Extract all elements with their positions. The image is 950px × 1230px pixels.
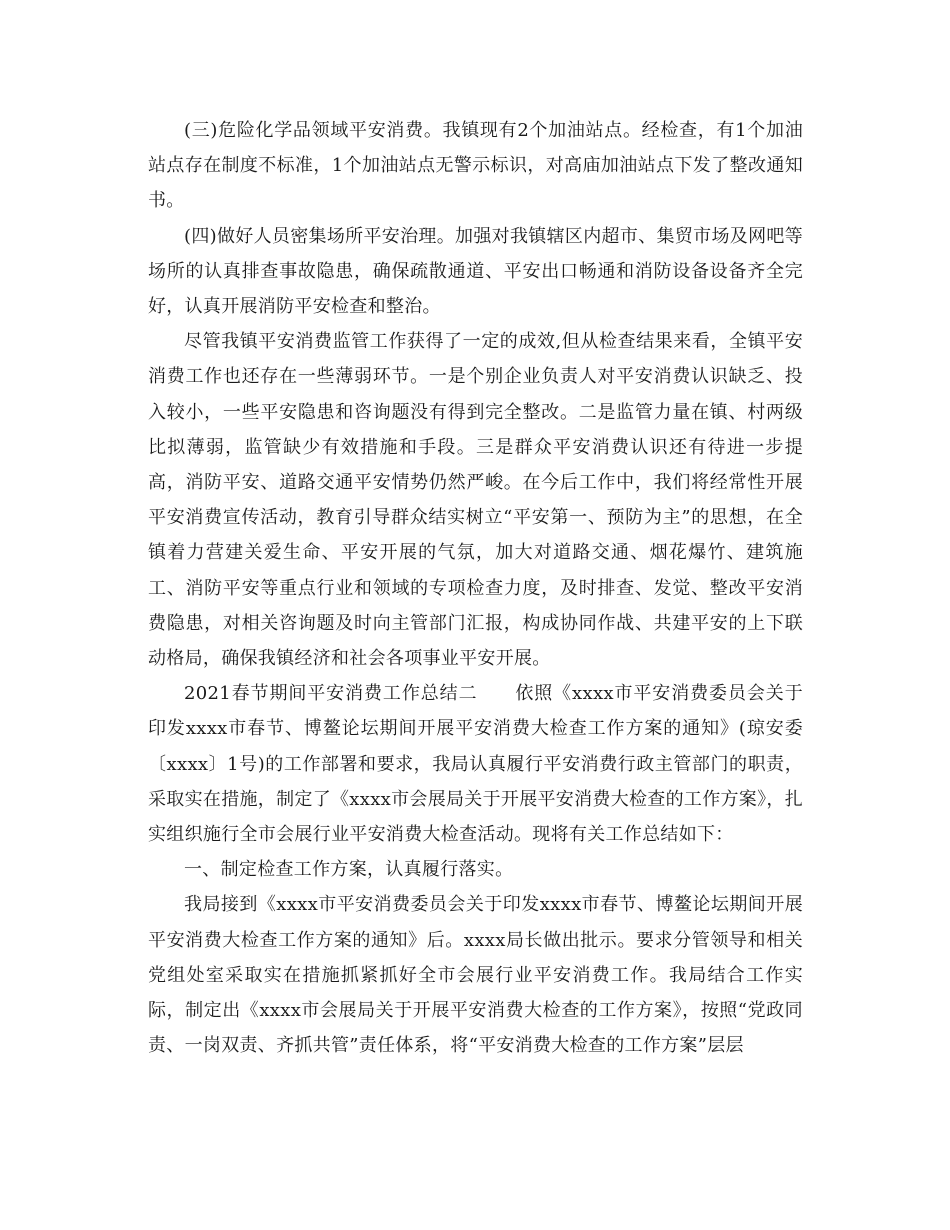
paragraph-hazardous-chemicals: (三)危险化学品领域平安消费。我镇现有2个加油站点。经检查，有1个加油站点存在制度不标准，1个加油站点无警示标识，对高庙加油站点下发了整改通知书。 xyxy=(148,120,803,212)
document-body xyxy=(148,113,803,1063)
paragraph-plan-implementation: 我局接到《xxxx市平安消费委员会关于印发xxxx市春节、博鳌论坛期间开展平安消费大检查工作方案的通知》后。xxxx局长做出批示。要求分管领导和相关党组处室采取实在措施抓紧抓好全市会展行业平安消费工作。我局结合工作实际，制定出《xxxx市会展局关于开展平安消费大检查的工作方案》，按照“党政同责、一岗双责、齐抓共管”责任体系，将“平安消费大检查的工作方案”层层 xyxy=(148,894,803,1057)
paragraph-weak-links: 尽管我镇平安消费监管工作获得了一定的成效,但从检查结果来看，全镇平安消费工作也还存在一些薄弱环节。一是个别企业负责人对平安消费认识缺乏、投入较小，一些平安隐患和咨询题没有得到完全整改。二是监管力量在镇、村两级比拟薄弱，监管缺少有效措施和手段。三是群众平安消费认识还有待进一步提高，消防平安、道路交通平安情势仍然严峻。在今后工作中，我们将经常性开展平安消费宣传活动，教育引导群众结实树立“平安第一、预防为主”的思想，在全镇着力营建关爱生命、平安开展的气氛，加大对道路交通、烟花爆竹、建筑施工、消防平安等重点行业和领域的专项检查力度，及时排查、发觉、整改平安消费隐患，对相关咨询题及时向主管部门汇报，构成协同作战、共建平安的上下联动格局，确保我镇经济和社会各项事业平安开展。 xyxy=(148,331,803,670)
section-heading-one: 一、制定检查工作方案，认真履行落实。 xyxy=(184,859,514,881)
paragraph-crowded-places: (四)做好人员密集场所平安治理。加强对我镇辖区内超市、集贸市场及网吧等场所的认真排查事故隐患，确保疏散通道、平安出口畅通和消防设备设备齐全完好，认真开展消防平安检查和整治。 xyxy=(148,225,803,318)
paragraph-summary-two-intro: 2021春节期间平安消费工作总结二 依照《xxxx市平安消费委员会关于印发xxxx市春节、博鳌论坛期间开展平安消费大检查工作方案的通知》(琼安委〔xxxx〕1号)的工作部署和要求，我局认真履行平安消费行政主管部门的职责，采取实在措施，制定了《xxxx市会展局关于开展平安消费大检查的工作方案》，扎实组织施行全市会展行业平安消费大检查活动。现将有关工作总结如下： xyxy=(148,683,804,846)
